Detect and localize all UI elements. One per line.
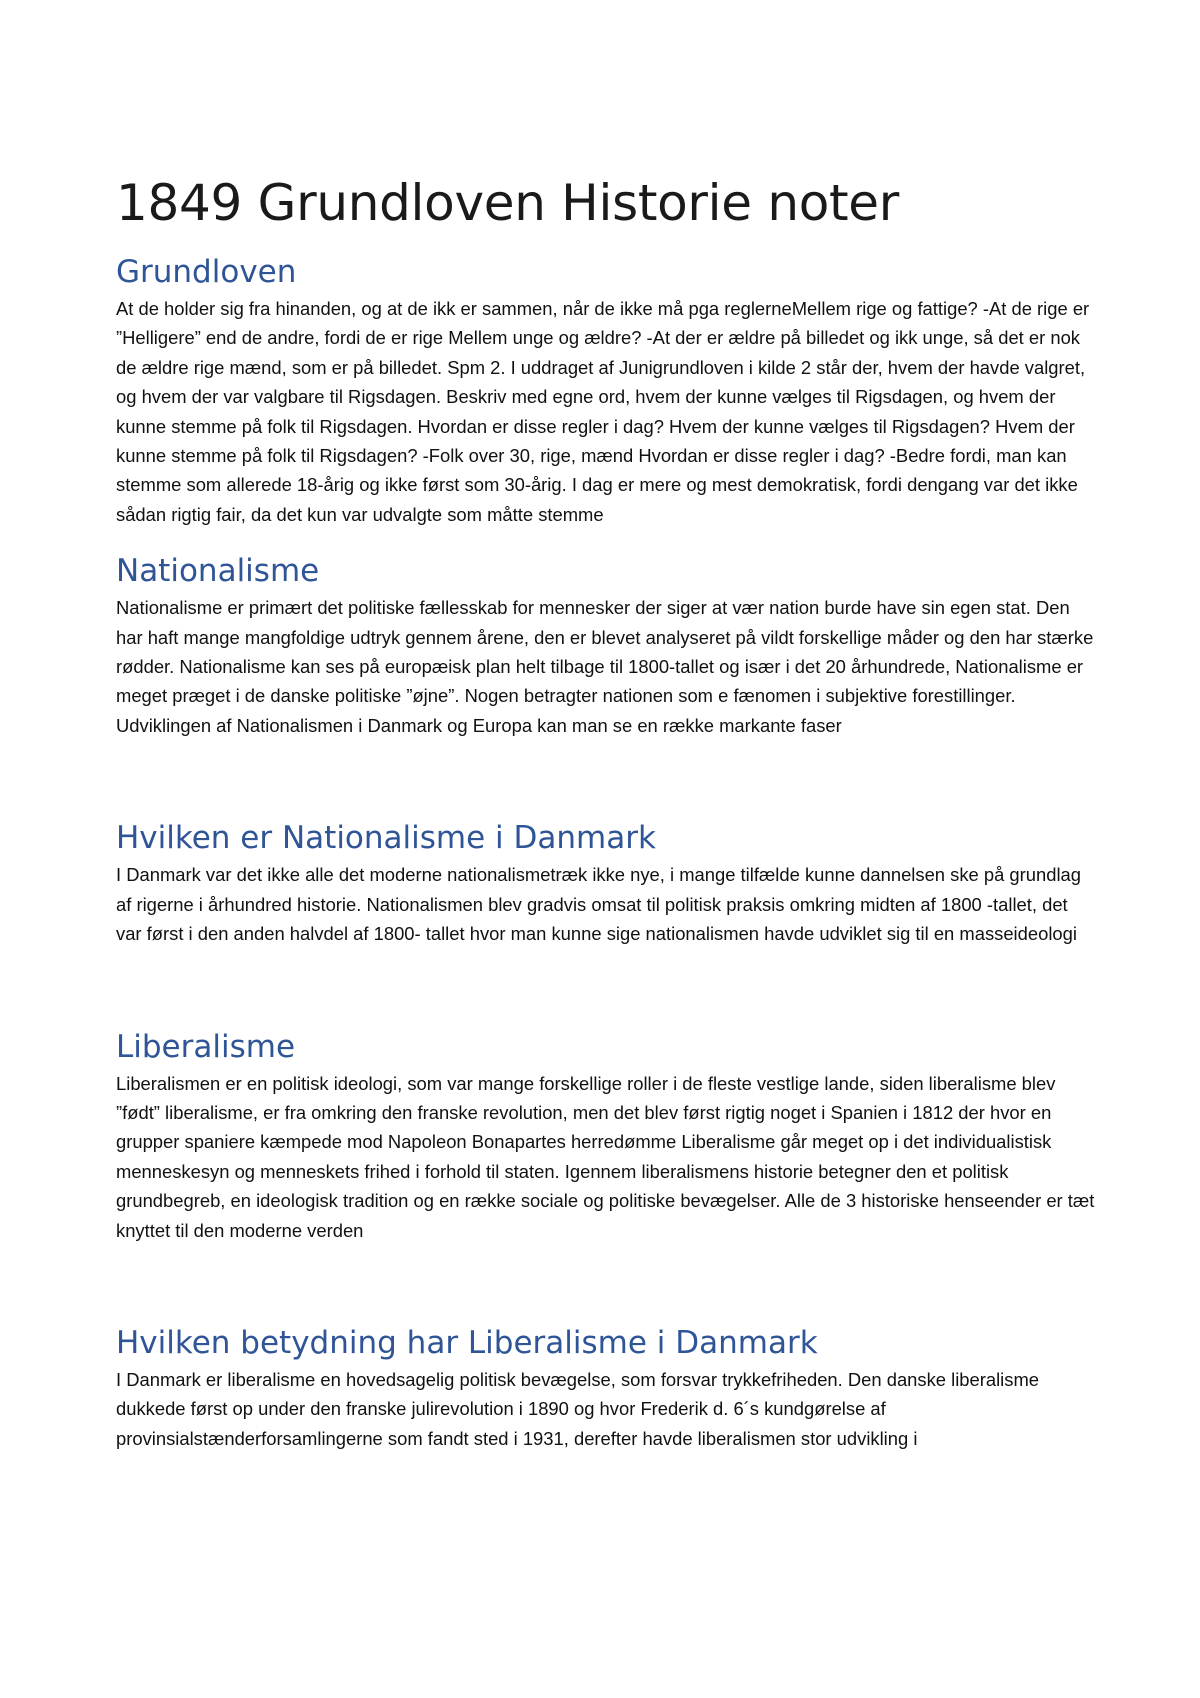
- section-body: At de holder sig fra hinanden, og at de ikk er sammen, når de ikke må pga reglerneMellem rige og fattige? -At de rige er ”Helligere” end de andre, fordi de er rige Mellem unge og ældre? -At der er ældre på billedet og ikk unge, så det er nok de ældre rige mænd, som er på billedet. Spm 2. I uddraget af Junigrundloven i kilde 2 står der, hvem der havde valgret, og hvem der var valgbare til Rigsdagen. Beskriv med egne ord, hvem der kunne vælges til Rigsdagen, og hvem der kunne stemme på folk til Rigsdagen. Hvordan er disse regler i dag? Hvem der kunne vælges til Rigsdagen? Hvem der kunne stemme på folk til Rigsdagen? -Folk over 30, rige, mænd Hvordan er disse regler i dag? -Bedre fordi, man kan stemme som allerede 18-årig og ikke først som 30-årig. I dag er mere og mest demokratisk, fordi dengang var det ikke sådan rigtig fair, da det kun var udvalgte som måtte stemme: [116, 298, 1090, 525]
- section-heading: Grundloven: [116, 254, 297, 290]
- section-body: I Danmark er liberalisme en hovedsagelig politisk bevægelse, som forsvar trykkefriheden. Den danske liberalisme dukkede først op under den franske julirevolution i 1890 og hvor Frederik d. 6´s kundgørelse af provinsialstænderforsamlingerne som fandt sted i 1931, derefter havde liberalismen stor udvikling i: [116, 1368, 1040, 1449]
- section-heading: Liberalisme: [116, 1028, 296, 1065]
- section-heading: Hvilken betydning har Liberalisme i Danmark: [116, 1324, 818, 1361]
- section-grundloven: [116, 252, 1096, 529]
- section-heading: Hvilken er Nationalisme i Danmark: [116, 820, 656, 857]
- section-body: I Danmark var det ikke alle det moderne nationalismetræk ikke nye, i mange tilfælde kunne dannelsen ske på grundlag af rigerne i århundred historie. Nationalismen blev gradvis omsat til politisk praksis omkring midten af 1800 -tallet, det var først i den anden halvdel af 1800- tallet hvor man kunne sige nationalismen havde udviklet sig til en masseideologi: [116, 864, 1082, 945]
- document-title: 1849 Grundloven Historie noter: [116, 174, 900, 232]
- section-liberalisme-danmark: [116, 1323, 1096, 1453]
- section-body: Nationalisme er primært det politiske fællesskab for mennesker der siger at vær nation burde have sin egen stat. Den har haft mange mangfoldige udtryk gennem årene, den er blevet analyseret på vildt forskellige måder og den har stærke rødder. Nationalisme kan ses på europæisk plan helt tilbage til 1800-tallet og især i det 20 århundrede, Nationalisme er meget præget i de danske politiske ”øjne”. Nogen betragter nationen som e fænomen i subjektive forestillinger. Udviklingen af Nationalismen i Danmark og Europa kan man se en række markante faser: [116, 597, 1094, 736]
- section-heading: Nationalisme: [116, 553, 320, 590]
- section-nationalisme-danmark: [116, 818, 1096, 948]
- section-body: Liberalismen er en politisk ideologi, som var mange forskellige roller i de fleste vestlige lande, siden liberalisme blev ”født” liberalisme, er fra omkring den franske revolution, men det blev først rigtig noget i Spanien i 1812 der hvor en grupper spaniere kæmpede mod Napoleon Bonapartes herredømme Liberalisme går meget op i det individualistisk menneskesyn og menneskets frihed i forhold til staten. Igennem liberalismens historie betegner den et politisk grundbegreb, en ideologisk tradition og en række sociale og politiske bevægelser. Alle de 3 historiske henseender er tæt knyttet til den moderne verden: [116, 1072, 1095, 1241]
- section-nationalisme: [116, 551, 1096, 740]
- section-liberalisme: [116, 1027, 1096, 1245]
- document-page: [116, 170, 1096, 1453]
